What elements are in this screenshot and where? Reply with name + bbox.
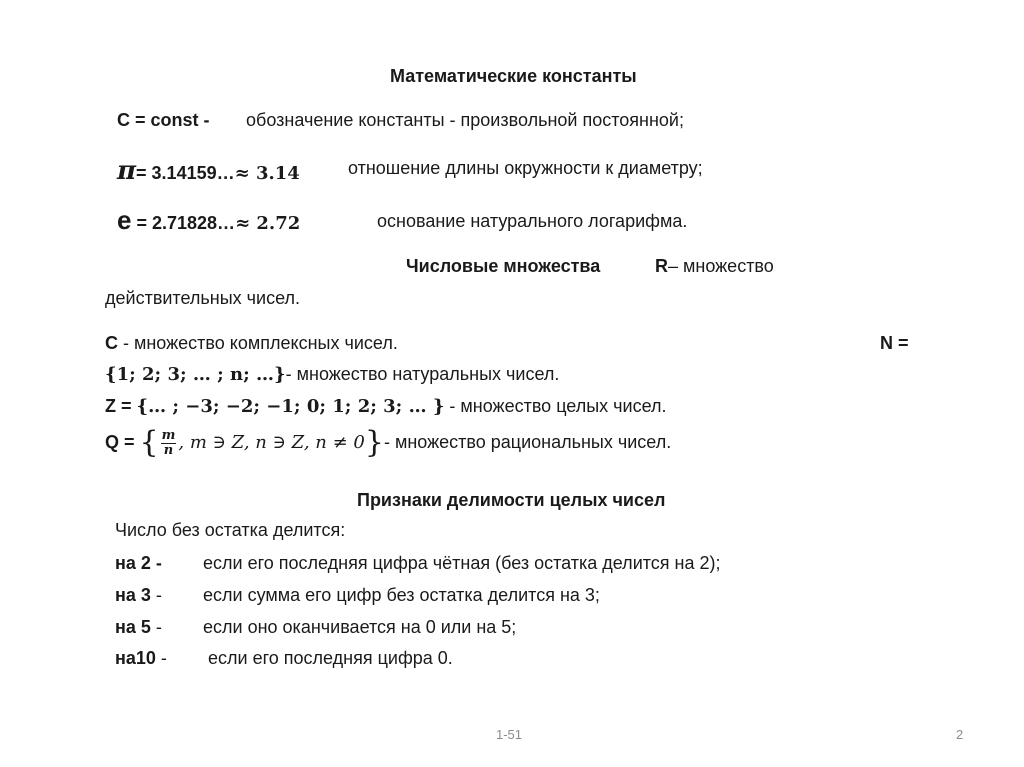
set-q-label: Q = bbox=[105, 431, 140, 452]
sets-heading: Числовые множества bbox=[406, 256, 601, 276]
page-title: Математические константы bbox=[390, 66, 637, 86]
pi-value: = 3.14159… bbox=[136, 163, 235, 183]
const-e-desc: основание натурального логарифма. bbox=[377, 211, 688, 231]
const-pi-desc: отношение длины окружности к диаметру; bbox=[348, 158, 703, 178]
set-z-label: Z = bbox=[105, 396, 137, 416]
rule-row-3: на 3 - bbox=[115, 585, 162, 605]
set-r-desc-cont: действительных чисел. bbox=[105, 288, 300, 308]
rule-row-10: на10 - bbox=[115, 648, 167, 668]
set-z-desc: - множество целых чисел. bbox=[444, 396, 667, 416]
const-c-label: C = const - bbox=[117, 110, 210, 130]
const-c-row bbox=[117, 110, 210, 131]
set-c-label: C bbox=[105, 333, 118, 353]
footer-page-number: 2 bbox=[956, 727, 964, 742]
set-z-values: {… ; −3; −2; −1; 0; 1; 2; 3; … } bbox=[136, 396, 445, 417]
set-c-row bbox=[105, 333, 398, 354]
const-pi-row bbox=[117, 156, 300, 186]
q-condition: , m ∋ Z, n ∋ Z, n ≠ 0 bbox=[178, 431, 365, 453]
set-r-row bbox=[655, 256, 774, 277]
set-n-row bbox=[105, 364, 559, 385]
q-left-brace: { bbox=[139, 425, 159, 460]
rule-text-3: если сумма его цифр без остатка делится на 3; bbox=[203, 585, 600, 605]
q-fraction bbox=[161, 429, 177, 458]
rule-text-5: если оно оканчивается на 0 или на 5; bbox=[203, 617, 517, 637]
pi-symbol: π bbox=[117, 156, 137, 186]
footer-slide-range: 1-51 bbox=[496, 727, 523, 742]
set-n-values: {1; 2; 3; … ; n; …} bbox=[105, 364, 286, 385]
const-e-row bbox=[117, 205, 300, 236]
rule-row-5: на 5 - bbox=[115, 617, 162, 637]
set-c-desc: - множество комплексных чисел. bbox=[118, 333, 398, 353]
const-c-desc: обозначение константы - произвольной постоянной; bbox=[246, 110, 684, 130]
e-symbol: e bbox=[117, 205, 132, 235]
set-z-row bbox=[105, 396, 667, 417]
sets-heading-row bbox=[406, 256, 600, 277]
e-value: = 2.71828… bbox=[131, 213, 236, 233]
rule-label-2: на 2 - bbox=[115, 553, 162, 573]
set-q-desc: - множество рациональных чисел. bbox=[383, 431, 672, 452]
set-r-label: R bbox=[655, 256, 668, 276]
q-numerator: m bbox=[161, 427, 176, 443]
pi-approx: ≈ 3.14 bbox=[234, 163, 300, 184]
set-n-label: N = bbox=[880, 333, 909, 353]
rule-label-3: на 3 bbox=[115, 585, 151, 605]
set-q-row bbox=[105, 425, 672, 460]
set-n-desc: - множество натуральных чисел. bbox=[285, 364, 560, 384]
divisibility-heading: Признаки делимости целых чисел bbox=[357, 490, 666, 510]
rule-label-5: на 5 bbox=[115, 617, 151, 637]
rule-text-10: если его последняя цифра 0. bbox=[208, 648, 453, 668]
rule-label-10: на10 bbox=[115, 648, 156, 668]
q-denominator: n bbox=[163, 442, 174, 458]
rule-text-2: если его последняя цифра чётная (без остатка делится на 2); bbox=[203, 553, 721, 573]
e-approx: ≈ 2.72 bbox=[235, 213, 301, 234]
q-right-brace: } bbox=[364, 425, 384, 460]
divisibility-intro: Число без остатка делится: bbox=[115, 520, 346, 540]
set-r-desc: – множество bbox=[668, 256, 774, 276]
